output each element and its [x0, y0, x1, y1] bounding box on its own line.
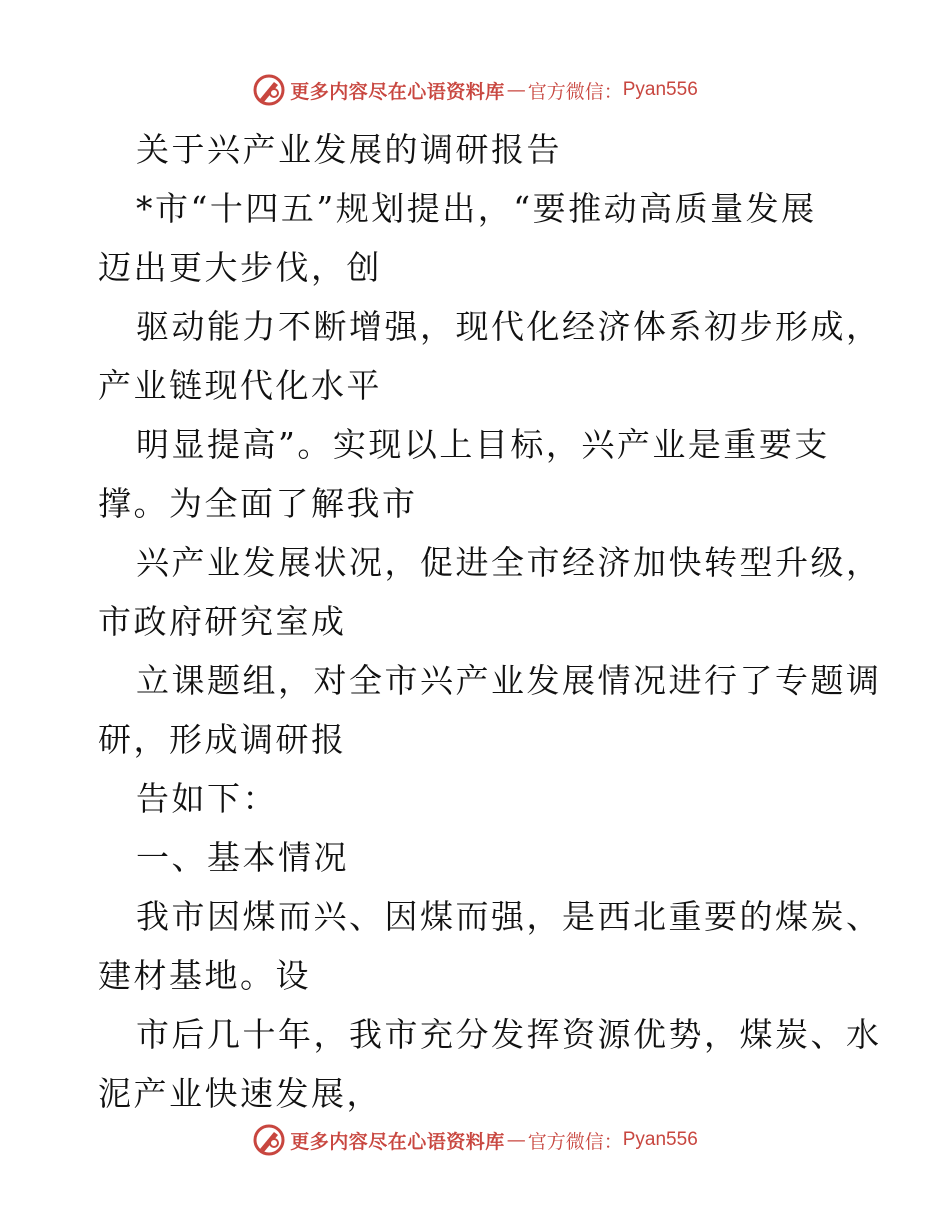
paragraph-line: 告如下： [136, 779, 278, 818]
paragraph-line: 市政府研究室成 [98, 602, 347, 641]
watermark-separator: — [506, 79, 526, 101]
pen-logo-icon [252, 73, 286, 107]
paragraph-line: 撑。为全面了解我市 [98, 484, 418, 523]
paragraph-line: 产业链现代化水平 [98, 366, 382, 405]
header-watermark [0, 70, 950, 110]
paragraph-line: 市后几十年，我市充分发挥资源优势，煤炭、水 [136, 1015, 882, 1054]
footer-watermark [0, 1120, 950, 1160]
pen-logo-icon [252, 1123, 286, 1157]
watermark-separator: — [506, 1129, 526, 1151]
paragraph-line: 明显提高”。实现以上目标，兴产业是重要支 [136, 425, 830, 464]
paragraph-line: 我市因煤而兴、因煤而强，是西北重要的煤炭、 [136, 897, 882, 936]
paragraph-line: 兴产业发展状况，促进全市经济加快转型升级， [136, 543, 882, 582]
section-heading: 一、基本情况 [136, 838, 349, 877]
watermark-wechat-id: Pyan556 [622, 79, 698, 100]
paragraph-line: 建材基地。设 [98, 956, 311, 995]
paragraph-line: 立课题组，对全市兴产业发展情况进行了专题调 [136, 661, 882, 700]
document-body [98, 120, 882, 1123]
paragraph-line: 迈出更大步伐，创 [98, 248, 382, 287]
watermark-wechat-label: 官方微信： [527, 1130, 623, 1153]
paragraph-line: 驱动能力不断增强，现代化经济体系初步形成， [136, 307, 882, 346]
paragraph-line: 研，形成调研报 [98, 720, 347, 759]
document-title: 关于兴产业发展的调研报告 [136, 130, 562, 169]
watermark-wechat-id: Pyan556 [622, 1129, 698, 1150]
paragraph-line: *市“十四五”规划提出，“要推动高质量发展 [136, 189, 817, 228]
watermark-brand: 更多内容尽在心语资料库 [290, 1130, 505, 1153]
watermark-brand: 更多内容尽在心语资料库 [290, 80, 505, 103]
watermark-wechat-label: 官方微信： [527, 80, 623, 103]
paragraph-line: 泥产业快速发展， [98, 1074, 382, 1113]
